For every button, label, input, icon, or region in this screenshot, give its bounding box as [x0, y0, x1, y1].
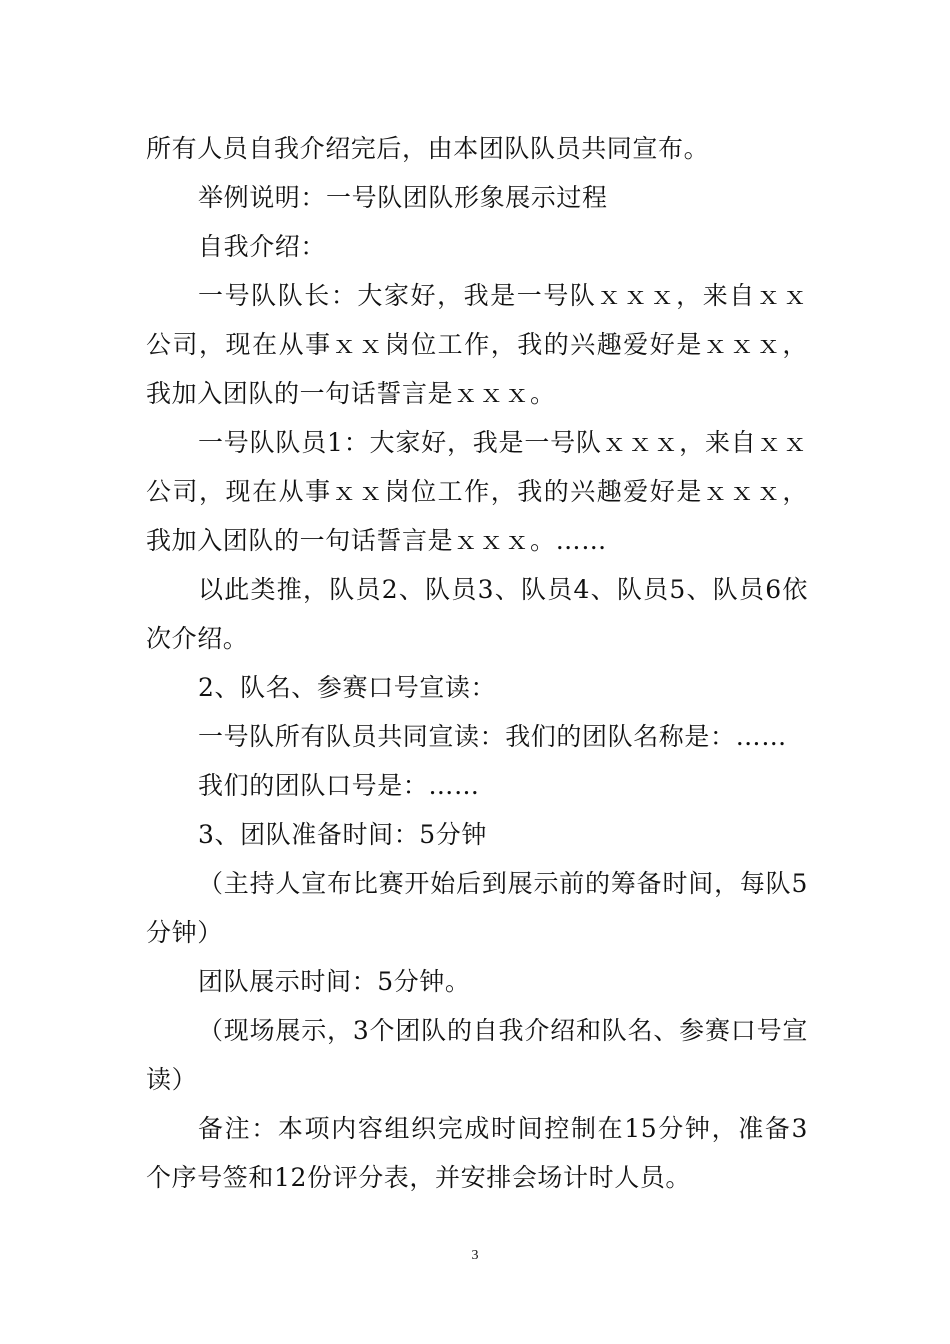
page-number: 3 — [471, 1248, 479, 1263]
paragraph: 2、队名、参赛口号宣读： — [198, 673, 497, 702]
paragraph: 3、团队准备时间：5分钟 — [198, 820, 488, 849]
paragraph: 团队展示时间：5分钟。 — [198, 967, 471, 996]
paragraph: 我们的团队口号是：…… — [198, 771, 480, 800]
paragraph: 自我介绍： — [198, 232, 327, 261]
paragraph: 举例说明：一号队团队形象展示过程 — [198, 183, 608, 212]
paragraph: 备注：本项内容组织完成时间控制在15分钟，准备3个序号签和12份评分表，并安排会场计时人员。 — [146, 1114, 808, 1192]
paragraph: （现场展示，3个团队的自我介绍和队名、参赛口号宣读） — [146, 1016, 808, 1094]
paragraph: 所有人员自我介绍完后，由本团队队员共同宣布。 — [146, 134, 710, 163]
paragraph: 一号队队员1：大家好，我是一号队ｘｘｘ，来自ｘｘ公司，现在从事ｘｘ岗位工作，我的兴趣爱好是ｘｘｘ，我加入团队的一句话誓言是ｘｘｘ。…… — [146, 428, 808, 555]
paragraph: 一号队所有队员共同宣读：我们的团队名称是：…… — [198, 722, 787, 751]
paragraph: 以此类推，队员2、队员3、队员4、队员5、队员6依次介绍。 — [146, 575, 808, 653]
paragraph: （主持人宣布比赛开始后到展示前的筹备时间，每队5分钟） — [146, 869, 808, 947]
document-body — [146, 124, 808, 1202]
paragraph: 一号队队长：大家好，我是一号队ｘｘｘ，来自ｘｘ公司，现在从事ｘｘ岗位工作，我的兴趣爱好是ｘｘｘ，我加入团队的一句话誓言是ｘｘｘ。 — [146, 281, 808, 408]
